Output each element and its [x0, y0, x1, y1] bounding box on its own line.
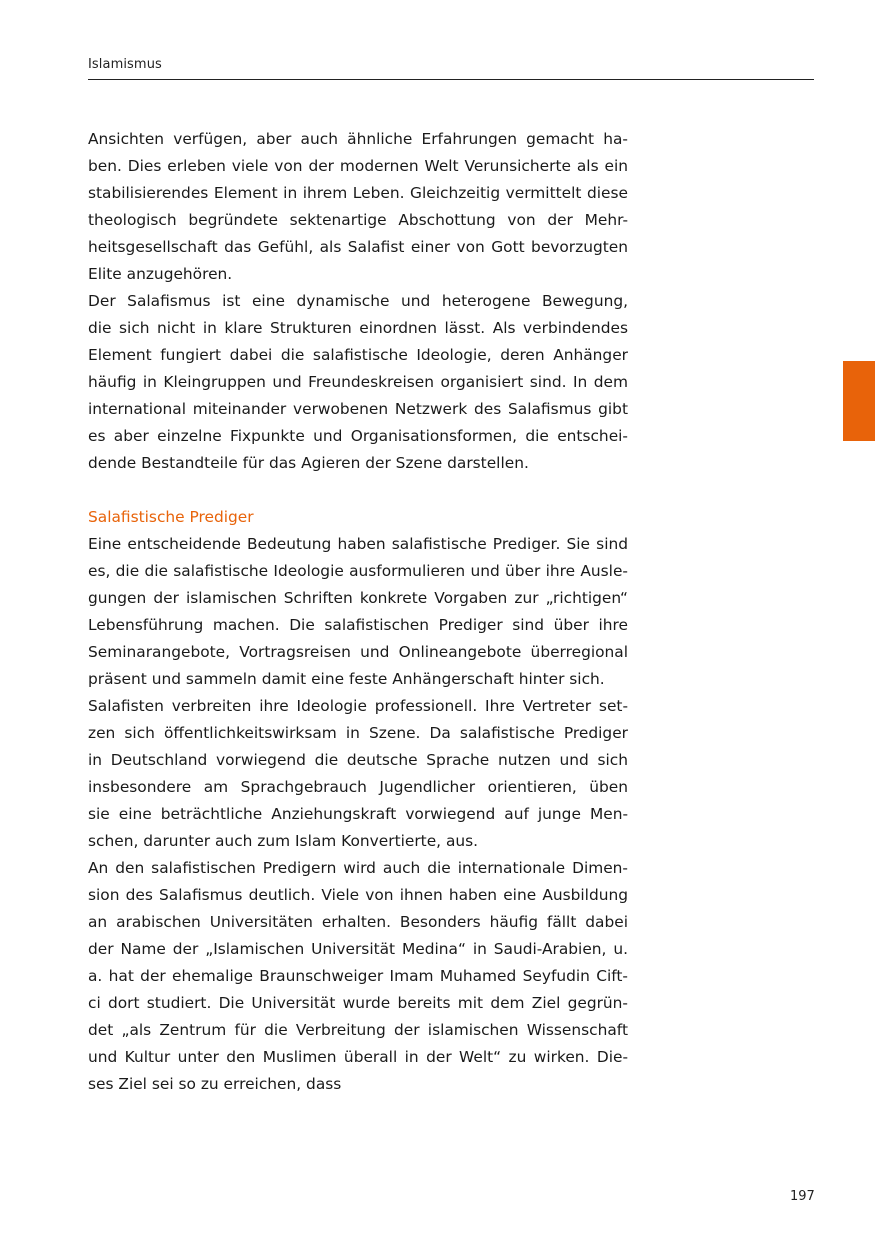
- text-line: theologisch begründete sektenartige Abschottung von der Mehr-: [88, 211, 628, 229]
- text-line: sion des Salafismus deutlich. Viele von ihnen haben eine Ausbildung: [88, 886, 628, 904]
- text-line: es aber einzelne Fixpunkte und Organisationsformen, die entschei-: [88, 427, 628, 445]
- text-line: es, die die salafistische Ideologie ausformulieren und über ihre Ausle-: [88, 562, 628, 580]
- text-line: die sich nicht in klare Strukturen einordnen lässt. Als verbindendes: [88, 319, 628, 337]
- text-line: stabilisierendes Element in ihrem Leben. Gleichzeitig vermittelt diese: [88, 184, 628, 202]
- text-line: sie eine beträchtliche Anziehungskraft vorwiegend auf junge Men-: [88, 805, 628, 823]
- text-line: det „als Zentrum für die Verbreitung der islamischen Wissenschaft: [88, 1021, 628, 1039]
- text-line: international miteinander verwobenen Netzwerk des Salafismus gibt: [88, 400, 628, 418]
- text-line: zen sich öffentlichkeitswirksam in Szene. Da salafistische Prediger: [88, 724, 628, 742]
- text-line: ses Ziel sei so zu erreichen, dass: [88, 1075, 342, 1093]
- paragraph-gap: [88, 477, 628, 504]
- text-line: gungen der islamischen Schriften konkrete Vorgaben zur „richtigen“: [88, 589, 628, 607]
- text-line: Elite anzugehören.: [88, 265, 233, 283]
- paragraph: [88, 531, 628, 693]
- text-line: a. hat der ehemalige Braunschweiger Imam Muhamed Seyfudin Cift-: [88, 967, 628, 985]
- text-line: und Kultur unter den Muslimen überall in der Welt“ zu wirken. Die-: [88, 1048, 628, 1066]
- chapter-tab-marker: [843, 361, 875, 441]
- text-line: ci dort studiert. Die Universität wurde bereits mit dem Ziel gegrün-: [88, 994, 628, 1012]
- header-rule: [88, 79, 814, 80]
- page-number: 197: [790, 1189, 815, 1204]
- text-line: Salafisten verbreiten ihre Ideologie professionell. Ihre Vertreter set-: [88, 697, 628, 715]
- text-line: Ansichten verfügen, aber auch ähnliche Erfahrungen gemacht ha-: [88, 130, 628, 148]
- text-line: insbesondere am Sprachgebrauch Jugendlicher orientieren, üben: [88, 778, 628, 796]
- text-line: heitsgesellschaft das Gefühl, als Salafist einer von Gott bevorzugten: [88, 238, 628, 256]
- running-head: Islamismus: [88, 57, 162, 72]
- text-line: dende Bestandteile für das Agieren der Szene darstellen.: [88, 454, 529, 472]
- paragraph: [88, 693, 628, 855]
- text-line: Seminarangebote, Vortragsreisen und Onlineangebote überregional: [88, 643, 628, 661]
- text-line: schen, darunter auch zum Islam Konvertierte, aus.: [88, 832, 479, 850]
- text-line: An den salafistischen Predigern wird auch die internationale Dimen-: [88, 859, 628, 877]
- text-line: Der Salafismus ist eine dynamische und heterogene Bewegung,: [88, 292, 628, 310]
- text-line: Element fungiert dabei die salafistische Ideologie, deren Anhänger: [88, 346, 628, 364]
- paragraph: [88, 855, 628, 1098]
- body-text: [88, 126, 628, 1098]
- text-line: häufig in Kleingruppen und Freundeskreisen organisiert sind. In dem: [88, 373, 628, 391]
- text-line: präsent und sammeln damit eine feste Anhängerschaft hinter sich.: [88, 670, 605, 688]
- text-line: ben. Dies erleben viele von der modernen Welt Verunsicherte als ein: [88, 157, 628, 175]
- paragraph: [88, 288, 628, 477]
- text-line: an arabischen Universitäten erhalten. Besonders häufig fällt dabei: [88, 913, 628, 931]
- text-line: in Deutschland vorwiegend die deutsche Sprache nutzen und sich: [88, 751, 628, 769]
- section-heading: Salafistische Prediger: [88, 508, 254, 526]
- text-line: Lebensführung machen. Die salafistischen Prediger sind über ihre: [88, 616, 628, 634]
- paragraph: [88, 126, 628, 288]
- text-line: Eine entscheidende Bedeutung haben salafistische Prediger. Sie sind: [88, 535, 628, 553]
- text-line: der Name der „Islamischen Universität Medina“ in Saudi-Arabien, u.: [88, 940, 628, 958]
